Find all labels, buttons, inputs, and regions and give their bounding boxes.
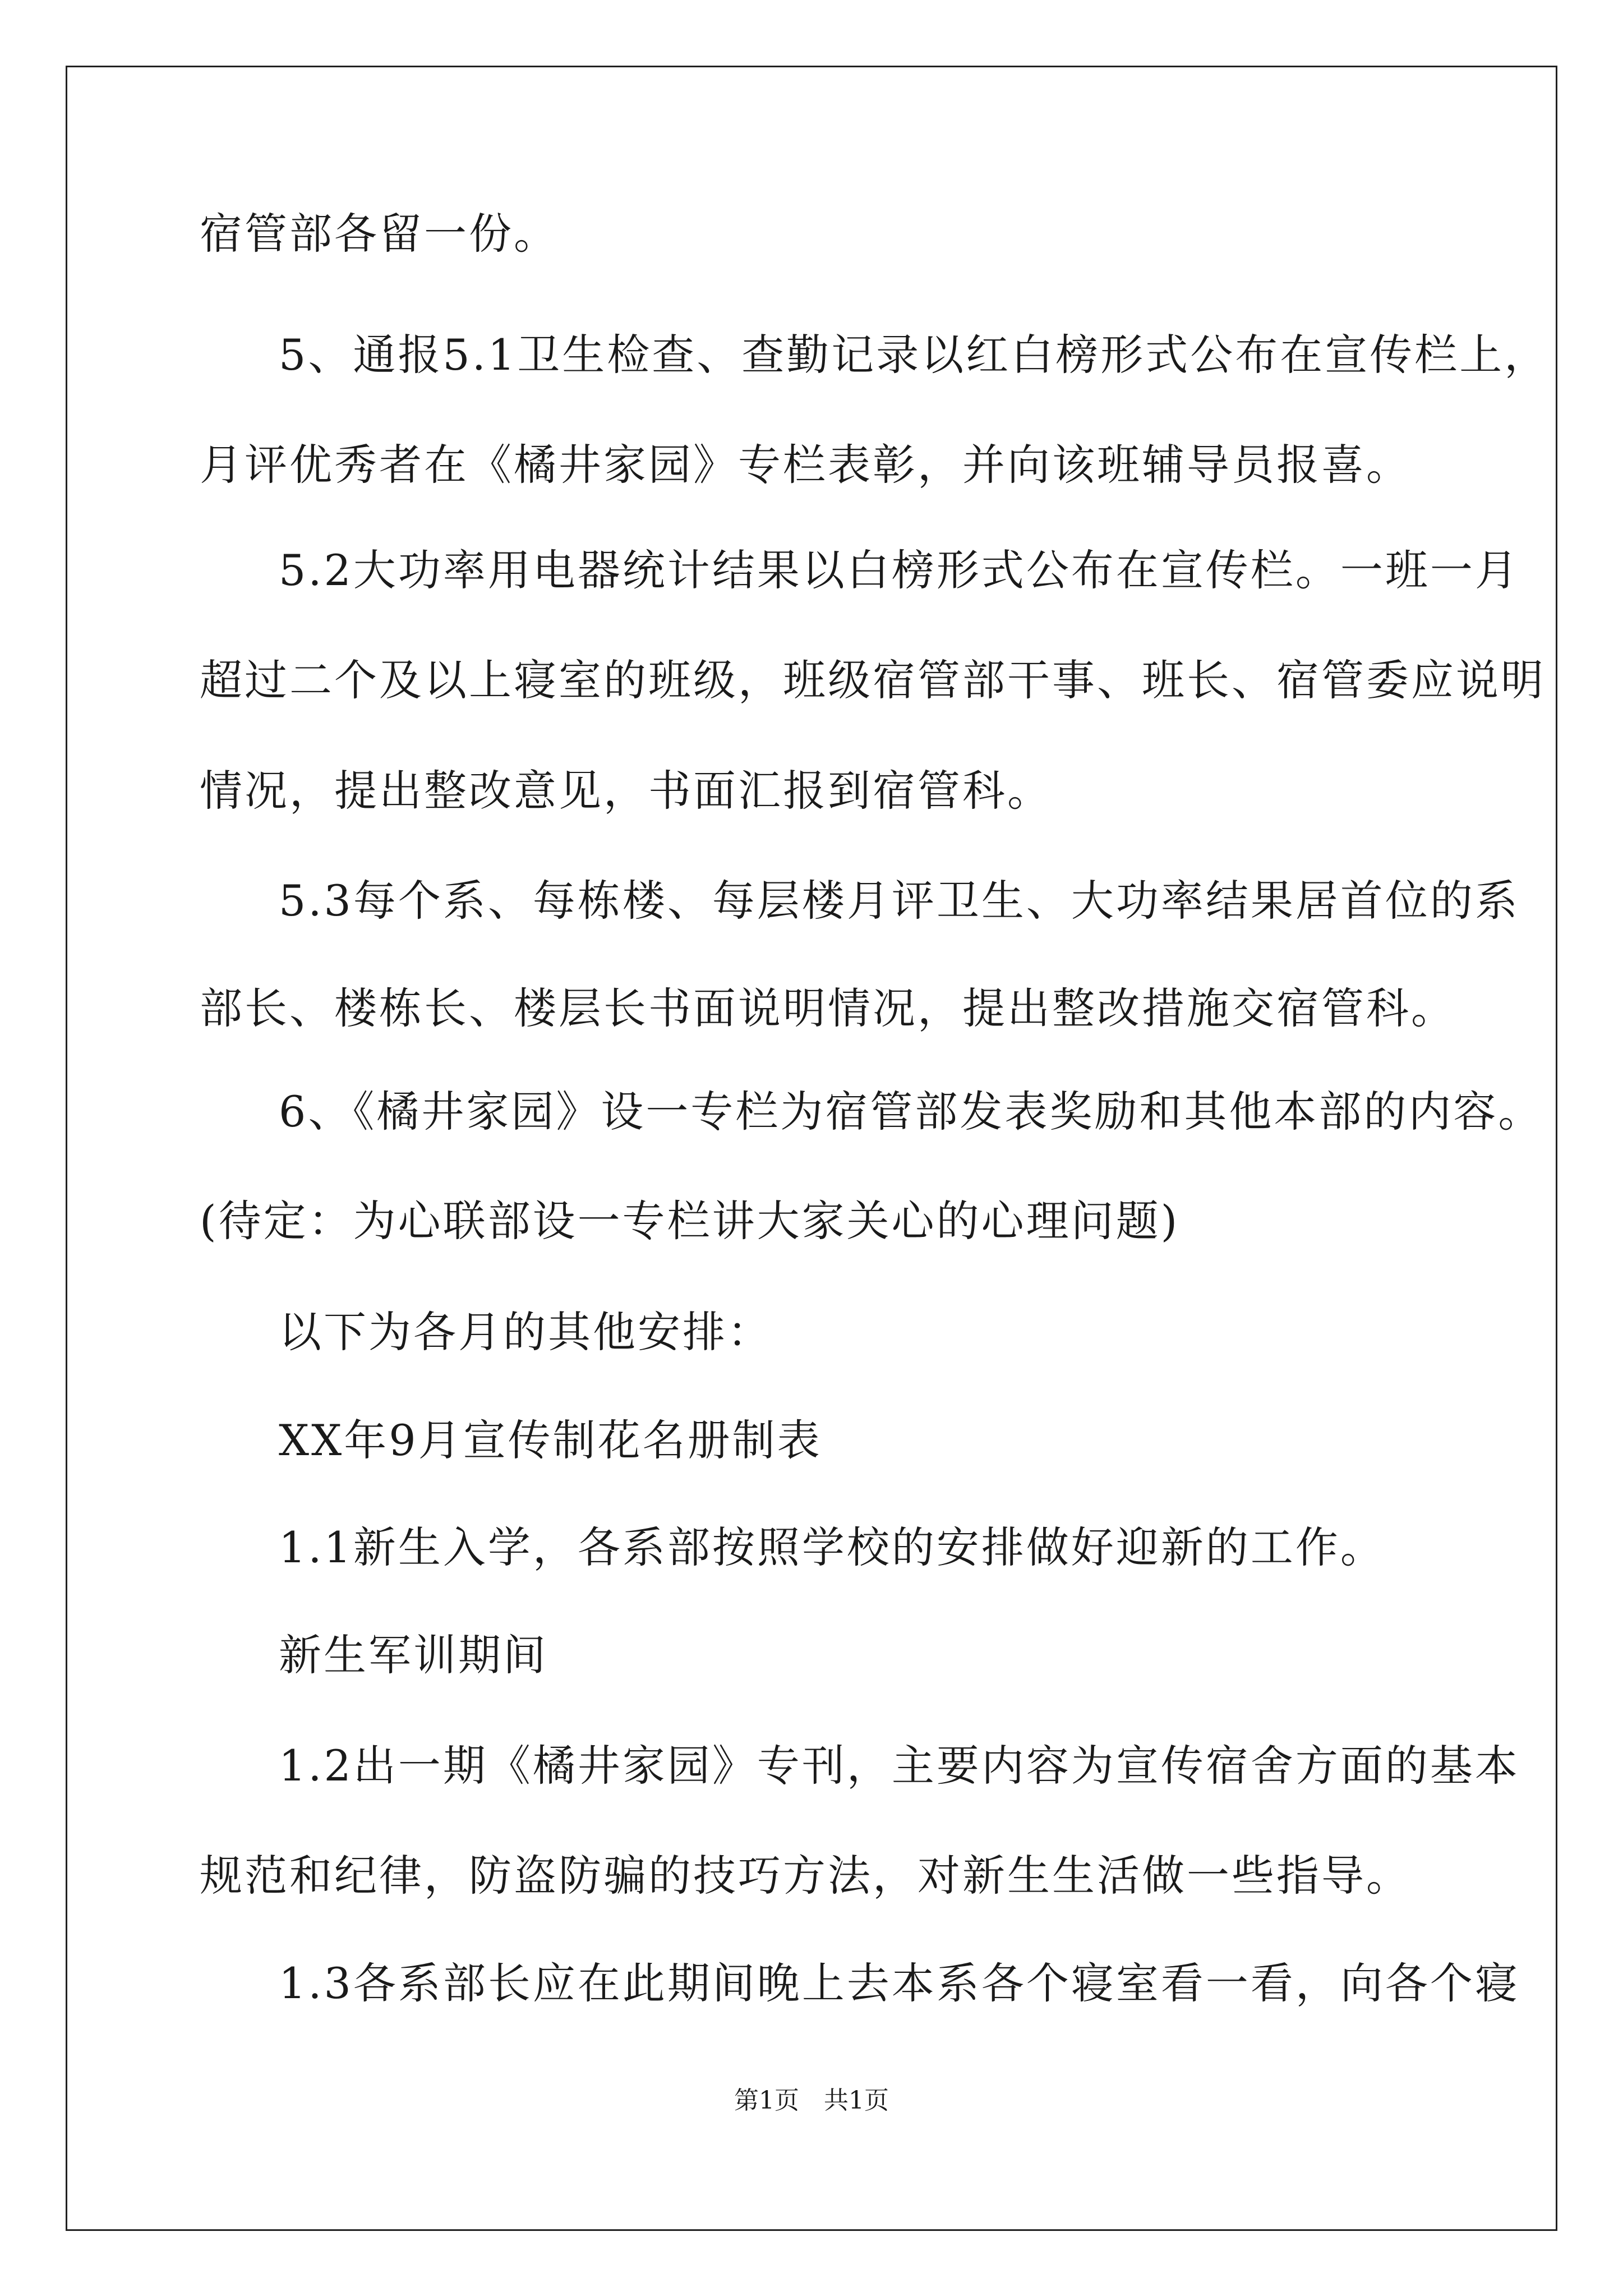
text-line-7: 5.3每个系、每栋楼、每层楼月评卫生、大功率结果居首位的系	[279, 876, 1520, 926]
text-line-5: 超过二个及以上寝室的班级，班级宿管部干事、班长、宿管委应说明	[200, 655, 1546, 705]
text-line-8: 部长、楼栋长、楼层长书面说明情况，提出整改措施交宿管科。	[200, 983, 1456, 1033]
text-line-6: 情况，提出整改意见，书面汇报到宿管科。	[200, 766, 1052, 816]
text-line-13: 1.1新生入学，各系部按照学校的安排做好迎新的工作。	[279, 1522, 1385, 1572]
text-line-9: 6、《橘井家园》设一专栏为宿管部发表奖励和其他本部的内容。	[279, 1087, 1543, 1137]
text-line-3: 月评优秀者在《橘井家园》专栏表彰，并向该班辅导员报喜。	[200, 440, 1411, 490]
text-line-10: (待定：为心联部设一专栏讲大家关心的心理问题)	[200, 1196, 1180, 1246]
text-line-11: 以下为各月的其他安排：	[279, 1307, 772, 1357]
text-line-17: 1.3各系部长应在此期间晚上去本系各个寝室看一看，向各个寝	[279, 1958, 1520, 2008]
page-border	[66, 66, 1557, 2231]
text-line-12: XX年9月宣传制花名册制表	[279, 1415, 822, 1465]
page-number-footer: 第1页 共1页	[734, 2086, 889, 2115]
text-line-4: 5.2大功率用电器统计结果以白榜形式公布在宣传栏。一班一月	[279, 545, 1520, 595]
text-line-16: 规范和纪律，防盗防骗的技巧方法，对新生生活做一些指导。	[200, 1851, 1411, 1901]
text-line-1: 宿管部各留一份。	[200, 209, 559, 259]
text-line-15: 1.2出一期《橘井家园》专刊，主要内容为宣传宿舍方面的基本	[279, 1741, 1520, 1791]
text-line-14: 新生军训期间	[279, 1630, 548, 1680]
text-line-2: 5、通报5.1卫生检查、查勤记录以红白榜形式公布在宣传栏上，	[279, 330, 1550, 380]
